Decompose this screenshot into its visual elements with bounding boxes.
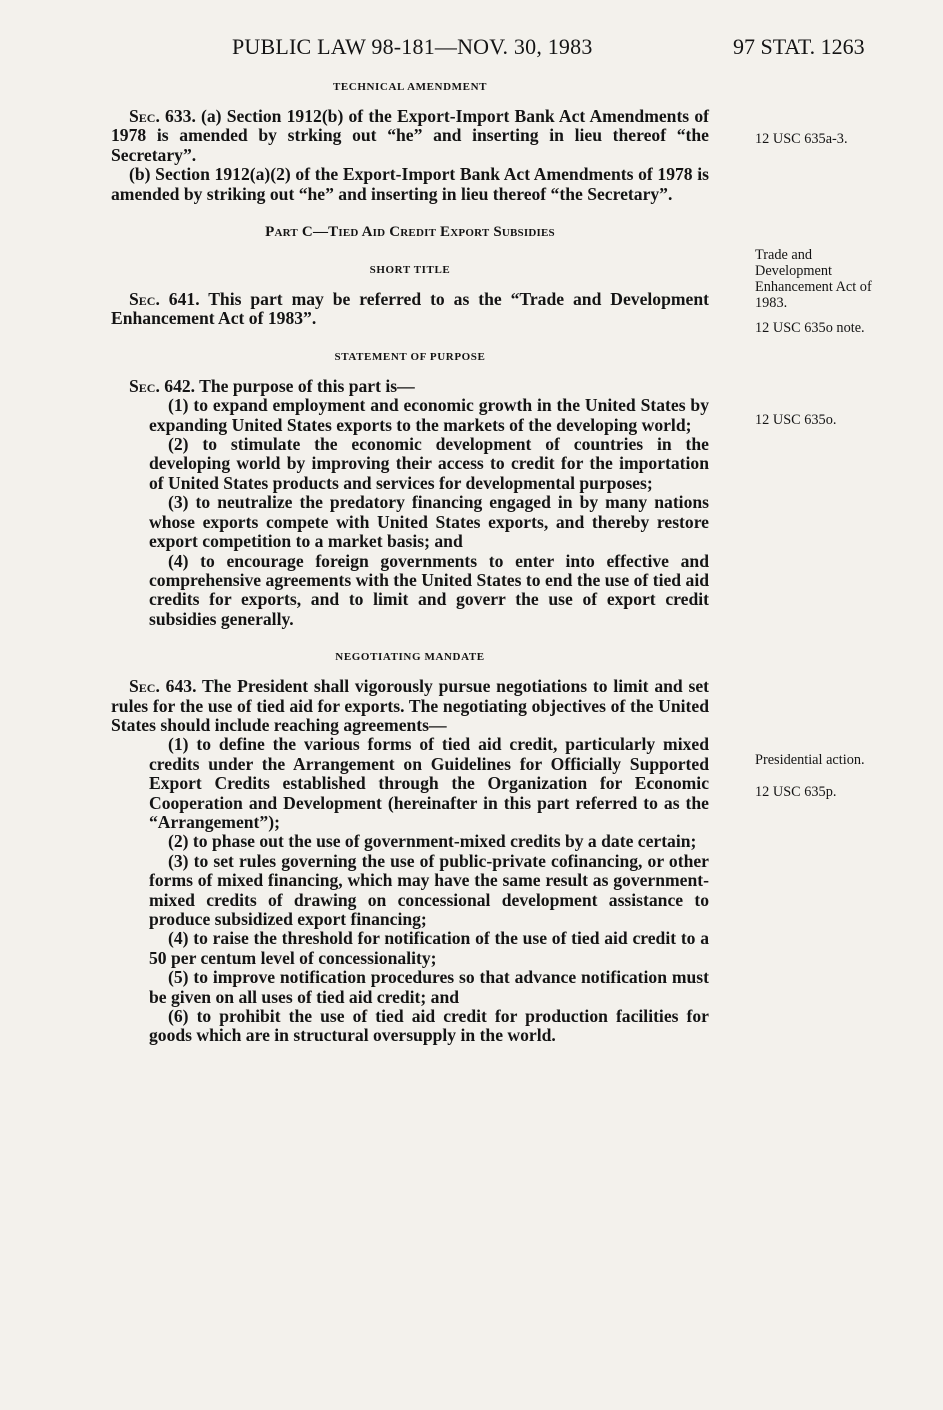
mandate-item-5: (5) to improve notification procedures so that advance notification must be given on all uses of tied aid credit; and (149, 967, 709, 1007)
section-633-a (111, 107, 709, 165)
section-label: Sec. (129, 375, 160, 396)
section-642-intro (111, 377, 709, 396)
mandate-item-6: (6) to prohibit the use of tied aid credit for production facilities for goods which are in structural oversupply in the world. (149, 1006, 709, 1046)
purpose-item-1: (1) to expand employment and economic growth in the United States by expanding United States exports to the markets of the developing world; (149, 395, 709, 435)
margin-note-12-usc-635p: 12 USC 635p. (755, 784, 837, 800)
section-label: Sec. (129, 676, 160, 697)
section-label: Sec. (129, 289, 160, 310)
purpose-item-2: (2) to stimulate the economic development of countries in the developing world by improving their access to credit for the importation of United States products and services for developmental purposes; (149, 434, 709, 493)
section-633-a-text: 633. (a) Section 1912(b) of the Export-Import Bank Act Amendments of 1978 is amended by strking out “he” and inserting in lieu thereof “the Secretary”. (111, 106, 709, 165)
section-label: Sec. (129, 106, 160, 126)
heading-technical-amendment: TECHNICAL AMENDMENT (332, 81, 488, 93)
heading-statement-of-purpose: STATEMENT OF PURPOSE (334, 350, 486, 363)
running-header-title: PUBLIC LAW 98-181—NOV. 30, 1983 (232, 34, 593, 59)
document-body (111, 78, 709, 1046)
section-633-b: (b) Section 1912(a)(2) of the Export-Import Bank Act Amendments of 1978 is amended by striking out “he” and inserting in lieu thereof “the Secretary”. (111, 164, 709, 204)
purpose-item-3: (3) to neutralize the predatory financing engaged in by many nations whose exports compete with United States exports, and thereby restore export competition to a market basis; and (149, 492, 709, 552)
section-641 (111, 290, 709, 329)
mandate-item-2: (2) to phase out the use of government-mixed credits by a date certain; (168, 831, 697, 852)
margin-note-12-usc-635a-3: 12 USC 635a-3. (755, 131, 848, 147)
section-641-text: 641. This part may be referred to as the “Trade and Development Enhancement Act of 1983”. (111, 289, 709, 329)
mandate-item-1: (1) to define the various forms of tied aid credit, particularly mixed credits under the Arrangement on Guidelines for Officially Supported Export Credits established through the Organization for Economic Cooperation and Development (hereinafter in this part referred to as the “Arrangement”); (149, 734, 709, 832)
statute-page-number: 97 STAT. 1263 (733, 34, 865, 59)
mandate-item-3: (3) to set rules governing the use of public-private cofinancing, or other forms of mixed financing, which may have the same result as government-mixed credits of drawing on concessional development assistance to produce subsidized export financing; (149, 850, 709, 929)
margin-note-act-title: Trade and Development Enhancement Act of 1983. (755, 247, 872, 311)
section-643-intro (111, 677, 709, 735)
heading-negotiating-mandate: NEGOTIATING MANDATE (335, 651, 485, 664)
purpose-item-4: (4) to encourage foreign governments to enter into effective and comprehensive agreements with the United States to end the use of tied aid credits for exports, and to limit and goverr the use of export credit subsidies generally. (149, 550, 709, 629)
mandate-item-4: (4) to raise the threshold for notification of the use of tied aid credit to a 50 per centum level of concessionality; (149, 928, 709, 968)
heading-part-c: Part C—Tied Aid Credit Export Subsidies (265, 224, 555, 241)
section-642-intro-text: 642. The purpose of this part is— (164, 375, 415, 396)
heading-short-title: SHORT TITLE (369, 264, 451, 277)
section-643-intro-text: 643. The President shall vigorously pursue negotiations to limit and set rules for the use of tied aid for exports. The negotiating objectives of the United States should include reaching agreements— (111, 676, 709, 735)
margin-note-presidential-action: Presidential action. (755, 752, 865, 768)
margin-note-12-usc-635o-note: 12 USC 635o note. (755, 320, 865, 336)
margin-note-12-usc-635o: 12 USC 635o. (755, 412, 837, 428)
